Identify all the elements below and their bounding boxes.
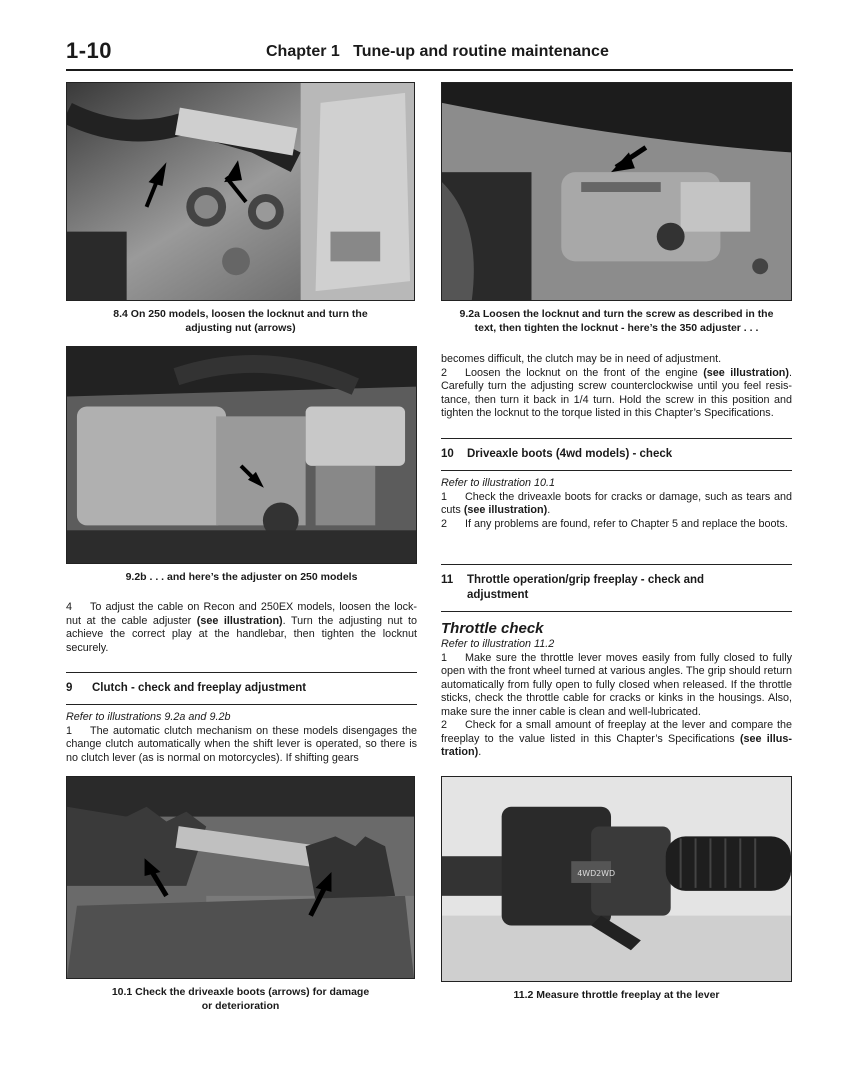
photo-10-1 — [66, 776, 415, 979]
paragraph-9-2: 2 Loosen the locknut on the front of the engine (see illustration). Carefully turn the adjusting screw counterclockwise until you feel resis-tance, then turn it back in 1/4 turn. Hold the screw in this position and tighten the locknut to the torque listed in this Chapter’s Specifications. — [441, 366, 792, 419]
label-4wd: 4WD — [577, 869, 597, 879]
refer-9: Refer to illustrations 9.2a and 9.2b — [66, 711, 231, 723]
caption-11-2: 11.2 Measure throttle freeplay at the lever — [513, 989, 720, 1001]
caption-10-1: 10.1 Check the driveaxle boots (arrows) for damage or deterioration — [111, 986, 370, 1012]
refer-10: Refer to illustration 10.1 — [441, 477, 556, 489]
paragraph-11-1: 1 Make sure the throttle lever moves easily from fully closed to fully open with the front wheel turned at various angles. The grip should return automatically from fully open to fully closed when released. If the throttle sticks, check the throttle cable for cracks or kinks in the housings. Also, make sure the inner cable is clean and well-lubricated. — [441, 651, 792, 718]
section-9-body — [66, 711, 417, 765]
section-9-heading: 9 Clutch - check and freeplay adjustment — [66, 672, 417, 705]
continuation-text: becomes difficult, the clutch may be in need of adjustment. — [441, 353, 722, 365]
photo-9-2a — [441, 82, 792, 301]
section-10-heading: 10 Driveaxle boots (4wd models) - check — [441, 438, 792, 471]
caption-9-2a: 9.2a Loosen the locknut and turn the screw as described in the text, then tighten the locknut - here’s the 350 adjuster . . . — [459, 308, 774, 334]
paragraph-8-4: 4 To adjust the cable on Recon and 250EX models, loosen the lock-nut at the cable adjuster (see illustration). Turn the adjusting nut to achieve the correct play at the handlebar, then tighten the locknut securely. — [66, 601, 417, 654]
photo-8-4 — [66, 82, 415, 301]
page-number: 1-10 — [66, 38, 113, 63]
throttle-check-subhead: Throttle check — [441, 620, 544, 637]
caption-8-4: 8.4 On 250 models, loosen the locknut and turn the adjusting nut (arrows) — [113, 308, 368, 334]
paragraph-10-1: 1 Check the driveaxle boots for cracks or damage, such as tears and cuts (see illustration). — [441, 490, 792, 516]
paragraph-10-2: 2 If any problems are found, refer to Chapter 5 and replace the boots. — [441, 517, 788, 530]
paragraph-9-1: 1 The automatic clutch mechanism on these models disengages the change clutch automatically when the shift lever is operated, so there is no clutch lever (as is normal on motorcycles). If shifting gears — [66, 724, 417, 764]
section-10-body — [441, 477, 792, 531]
photo-11-2 — [441, 776, 792, 982]
refer-11: Refer to illustration 11.2 — [441, 638, 555, 650]
photo-9-2b — [66, 346, 417, 564]
caption-9-2b: 9.2b . . . and here’s the adjuster on 250 models — [125, 571, 358, 583]
left-column-text — [66, 601, 417, 655]
paragraph-11-2: 2 Check for a small amount of freeplay at the lever and compare the freeplay to the value listed in this Chapter’s Specifications (see illus-tration). — [441, 719, 792, 758]
chapter-title: Chapter 1 Tune-up and routine maintenance — [266, 43, 609, 60]
header-rule — [66, 69, 793, 71]
section-11-body — [441, 620, 792, 760]
label-2wd: 2WD — [596, 869, 616, 879]
page-header — [66, 38, 794, 68]
right-column-text — [441, 353, 792, 421]
section-11-heading: 11 Throttle operation/grip freeplay - check and adjustment — [441, 564, 792, 612]
